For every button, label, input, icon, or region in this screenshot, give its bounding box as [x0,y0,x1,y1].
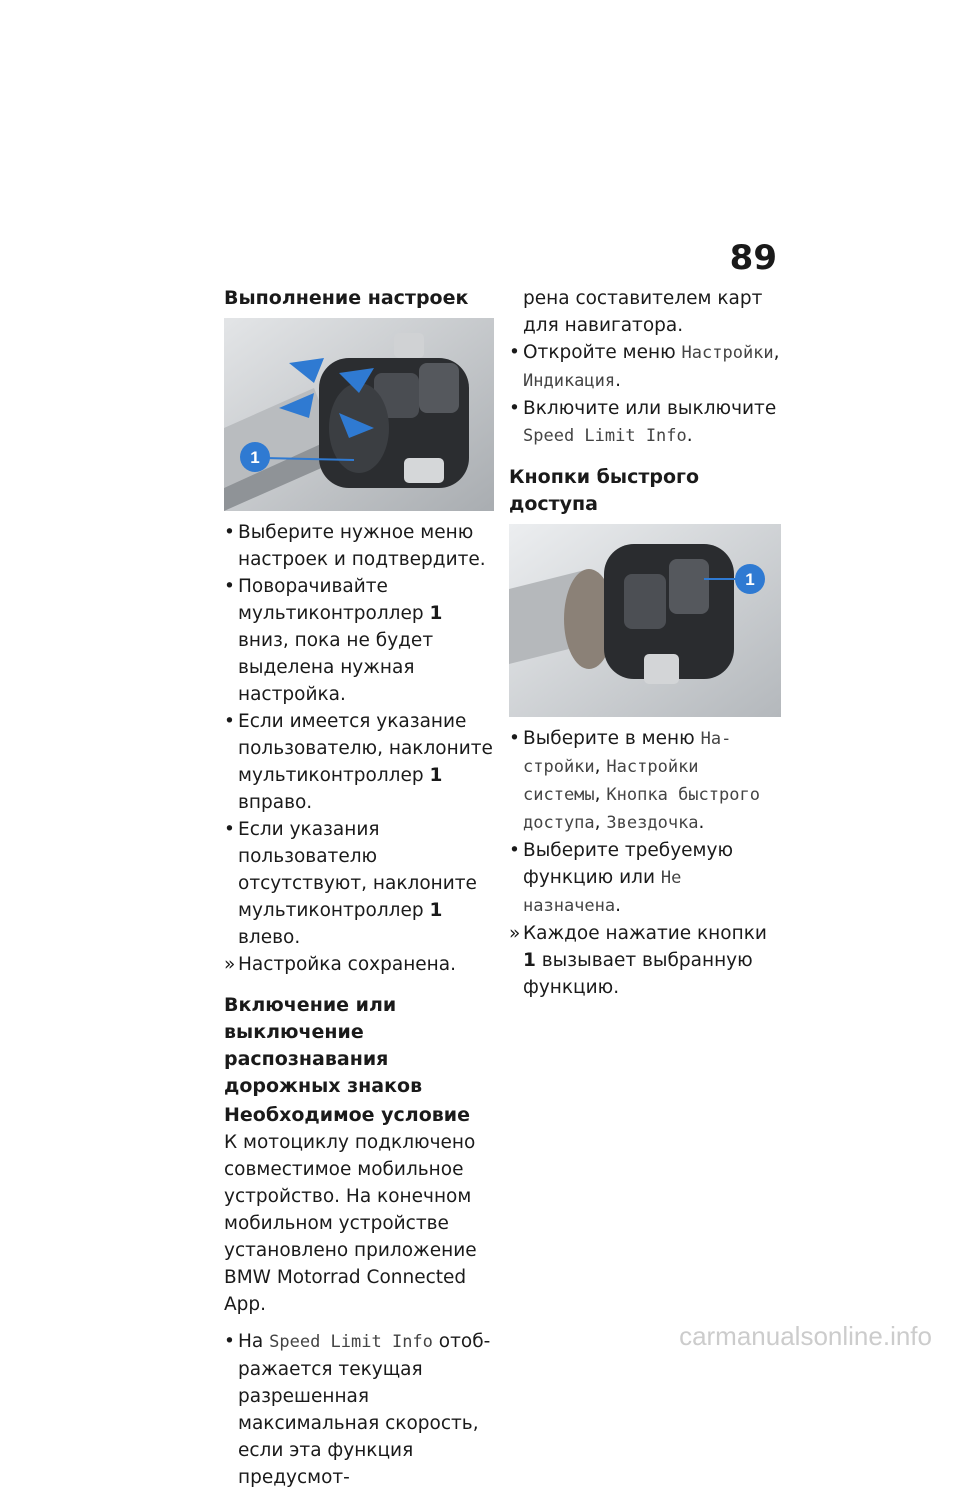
left-column [224,285,496,1491]
list-item: • На Speed Limit Info отображается текущая разрешенная максимальная скорость, если эта функция предусмот- [224,1328,496,1491]
settings-list [509,339,784,450]
requirement-paragraph: К мотоциклу подключено совместимое мобильное устройство. На конечном мобильном устройстве установлено приложение BMW Motorrad Connected App. [224,1132,477,1315]
callout-marker: 1 [240,442,270,472]
list-item: » Настройка сохранена. [224,951,496,978]
quick-access-button-photo [509,524,781,717]
right-column [509,285,784,1001]
continuation-text: рена составителем карт для навигатора. [523,288,763,336]
subheading-requirement: Необходимое условие [224,1104,470,1126]
multicontroller-illustration [224,318,494,511]
list-item: • Если имеется указание пользователю, наклоните мультиконтроллер 1 вправо. [224,708,496,816]
list-item: • Поворачивайте мультиконтроллер 1 вниз, пока не будет выделена нужная настройка. [224,573,496,708]
list-item: • Если указания пользователю отсутствуют, наклоните мультиконтроллер 1 влево. [224,816,496,951]
list-item: • Выберите в меню Настройки, Настройки системы, Кнопка быстрого доступа, Звездочка. [509,725,784,837]
list-item: • Выберите нужное меню настроек и подтвердите. [224,519,496,573]
section-heading-settings: Выполнение настроек [224,287,469,309]
info-list [224,1328,496,1491]
callout-marker: 1 [735,564,765,594]
list-item: » Каждое нажатие кнопки 1 вызывает выбранную функцию. [509,920,784,1001]
steps-list [224,519,496,978]
quick-access-steps [509,725,784,1001]
list-item: • Включите или выключите Speed Limit Info. [509,395,784,450]
multicontroller-photo [224,318,494,511]
section-heading-quick-access: Кнопки быстрого доступа [509,466,700,515]
list-item: • Выберите требуемую функцию или Не назначена. [509,837,784,920]
list-item: • Откройте меню Настройки, Индикация. [509,339,784,395]
watermark: carmanualsonline.info [679,1321,932,1351]
page-number: 89 [729,238,777,278]
quick-access-illustration [509,524,781,717]
section-heading-sign-recognition: Включение или выключение распознавания дорожных знаков [224,994,423,1097]
